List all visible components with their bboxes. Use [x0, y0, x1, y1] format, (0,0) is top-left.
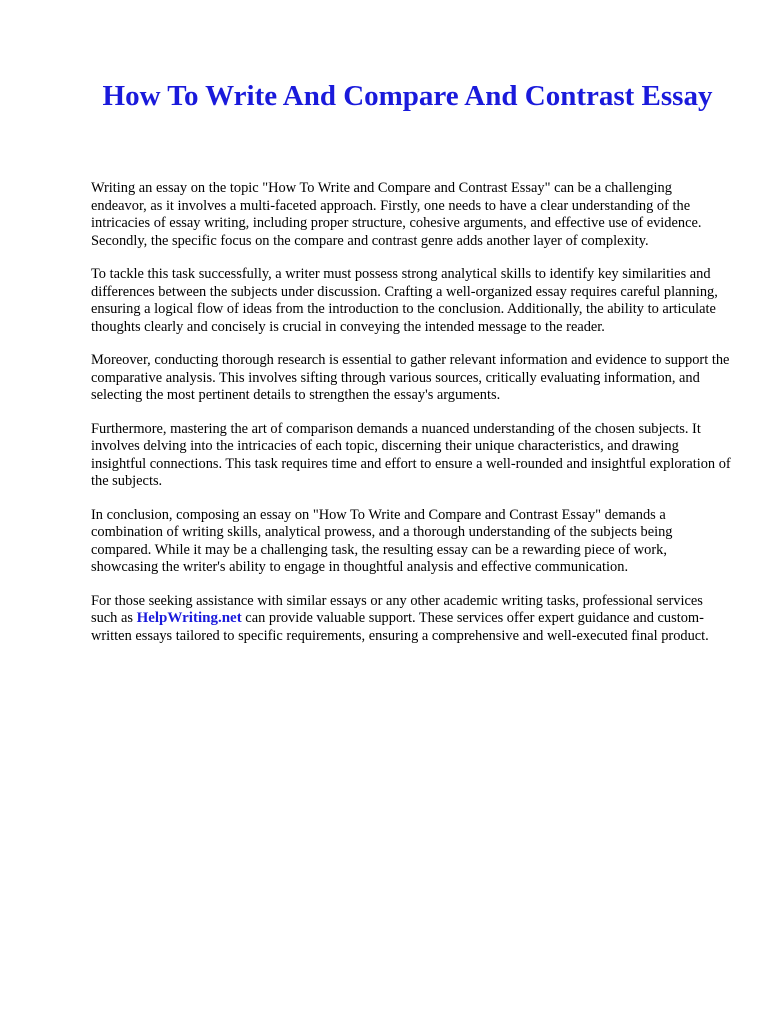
paragraph-3: Moreover, conducting thorough research is essential to gather relevant information and evidence to support the comparative analysis. This involves sifting through various sources, critically evaluating information, and selecting the most pertinent details to strengthen the essay's arguments. — [91, 352, 730, 403]
paragraph-5: In conclusion, composing an essay on "How To Write and Compare and Contrast Essay" demands a combination of writing skills, analytical prowess, and a thorough understanding of the subjects being compared. While it may be a challenging task, the resulting essay can be a rewarding piece of work, showcasing the writer's ability to engage in thoughtful analysis and effective communication. — [91, 506, 673, 575]
paragraph-6 — [91, 593, 731, 646]
helpwriting-link[interactable]: HelpWriting.net — [136, 610, 242, 626]
document-body — [91, 180, 731, 661]
paragraph-6-text-after-link: can provide valuable support. These services offer expert guidance and custom-written essays tailored to specific requirements, ensuring a comprehensive and well-executed final product. — [91, 610, 709, 644]
paragraph-6-text-before-link: For those seeking assistance with similar essays or any other academic writing tasks, professional services such as — [91, 592, 703, 626]
paragraph-2: To tackle this task successfully, a writer must possess strong analytical skills to identify key similarities and differences between the subjects under discussion. Crafting a well-organized essay requires careful planning, ensuring a logical flow of ideas from the introduction to the conclusion. Additionally, the ability to articulate thoughts clearly and concisely is crucial in conveying the intended message to the reader. — [91, 266, 718, 335]
paragraph-1: Writing an essay on the topic "How To Write and Compare and Contrast Essay" can be a challenging endeavor, as it involves a multi-faceted approach. Firstly, one needs to have a clear understanding of the intricacies of essay writing, including proper structure, cohesive arguments, and effective use of evidence. Secondly, the specific focus on the compare and contrast genre adds another layer of complexity. — [91, 180, 702, 249]
document-title: How To Write And Compare And Contrast Essay — [102, 80, 713, 112]
paragraph-4: Furthermore, mastering the art of comparison demands a nuanced understanding of the chosen subjects. It involves delving into the intricacies of each topic, discerning their unique characteristics, and drawing insightful connections. This task requires time and effort to ensure a well-rounded and insightful exploration of the subjects. — [91, 420, 731, 489]
